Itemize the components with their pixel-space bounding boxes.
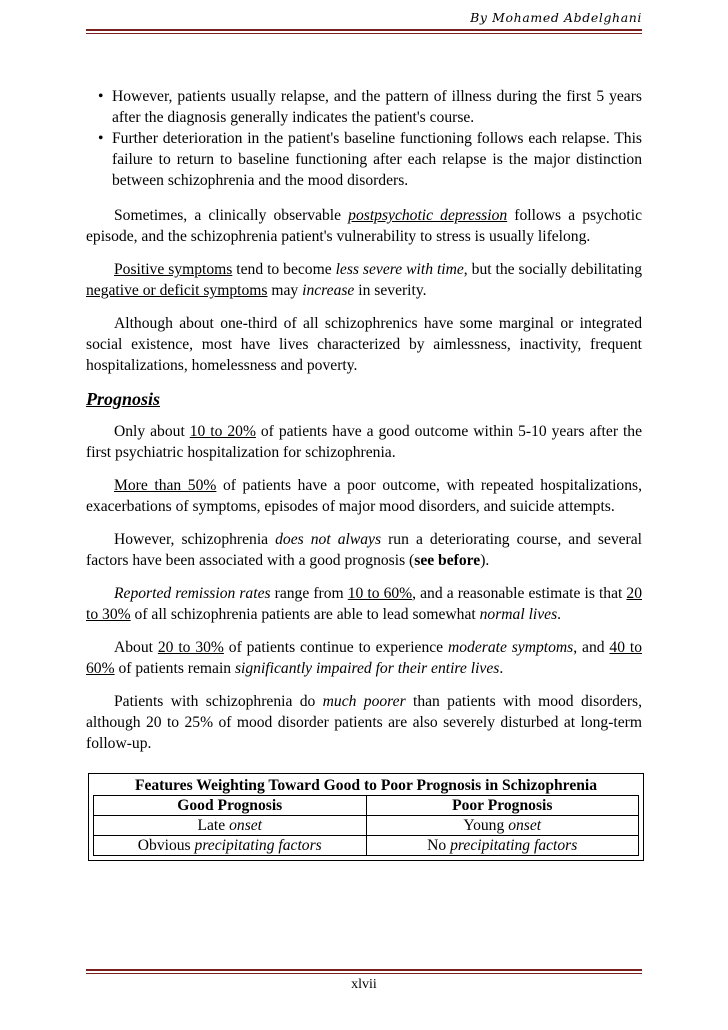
table-cell: Obvious precipitating factors — [94, 836, 367, 856]
bullet-icon: • — [98, 130, 104, 147]
table-row — [94, 816, 639, 836]
table-header-row — [94, 796, 639, 816]
paragraph-mood-comparison: Patients with schizophrenia do much poorer than patients with mood disorders, although 20 to 25% of mood disorder patients are also severely disturbed at long-term follow-up. — [86, 693, 643, 752]
bullet-list — [86, 86, 642, 191]
table-cell: Young onset — [366, 816, 639, 836]
footer-rule-thin — [86, 973, 642, 974]
list-item — [88, 86, 642, 128]
bullet-icon: • — [98, 88, 104, 105]
bullet-text: Further deterioration in the patient's baseline functioning follows each relapse. This failure to return to baseline functioning after each relapse is the major distinction between schizophrenia and the mood disorders. — [112, 130, 642, 189]
paragraph-course: However, schizophrenia does not always run a deteriorating course, and several factors have been associated with a good prognosis (see before). — [86, 531, 643, 569]
column-header-good: Good Prognosis — [94, 796, 367, 816]
list-item — [88, 128, 642, 191]
prognosis-features-table — [93, 795, 639, 856]
page-body — [86, 86, 642, 861]
paragraph-moderate: About 20 to 30% of patients continue to experience moderate symptoms, and 40 to 60% of patients remain significantly impaired for their entire lives. — [86, 639, 642, 677]
footer-rule — [86, 969, 642, 971]
paragraph-remission: Reported remission rates range from 10 to 60%, and a reasonable estimate is that 20 to 30% of all schizophrenia patients are able to lead somewhat normal lives. — [86, 585, 642, 623]
paragraph-good-outcome: Only about 10 to 20% of patients have a good outcome within 5-10 years after the first psychiatric hospitalization for schizophrenia. — [86, 423, 643, 461]
header-rule — [86, 29, 642, 31]
column-header-poor: Poor Prognosis — [366, 796, 639, 816]
table-cell: Late onset — [94, 816, 367, 836]
table-cell: No precipitating factors — [366, 836, 639, 856]
paragraph-symptoms: Positive symptoms tend to become less severe with time, but the socially debilitating negative or deficit symptoms may increase in severity. — [86, 261, 642, 299]
table-row — [94, 836, 639, 856]
author-header: By Mohamed Abdelghani — [470, 10, 642, 25]
table-caption: Features Weighting Toward Good to Poor Prognosis in Schizophrenia — [134, 777, 598, 794]
paragraph-postpsychotic: Sometimes, a clinically observable postpsychotic depression follows a psychotic episode, and the schizophrenia patient's vulnerability to stress is usually lifelong. — [86, 207, 642, 245]
bullet-text: However, patients usually relapse, and the pattern of illness during the first 5 years after the diagnosis generally indicates the patient's course. — [112, 88, 642, 126]
header-rule-thin — [86, 33, 642, 34]
section-heading-prognosis: Prognosis — [86, 389, 161, 409]
prognosis-table — [88, 773, 644, 861]
paragraph-social: Although about one-third of all schizophrenics have some marginal or integrated social existence, most have lives characterized by aimlessness, inactivity, frequent hospitalizations, homelessness and poverty. — [86, 315, 642, 374]
paragraph-poor-outcome: More than 50% of patients have a poor outcome, with repeated hospitalizations, exacerbations of symptoms, episodes of major mood disorders, and suicide attempts. — [86, 477, 642, 515]
page-number: xlvii — [351, 977, 377, 992]
